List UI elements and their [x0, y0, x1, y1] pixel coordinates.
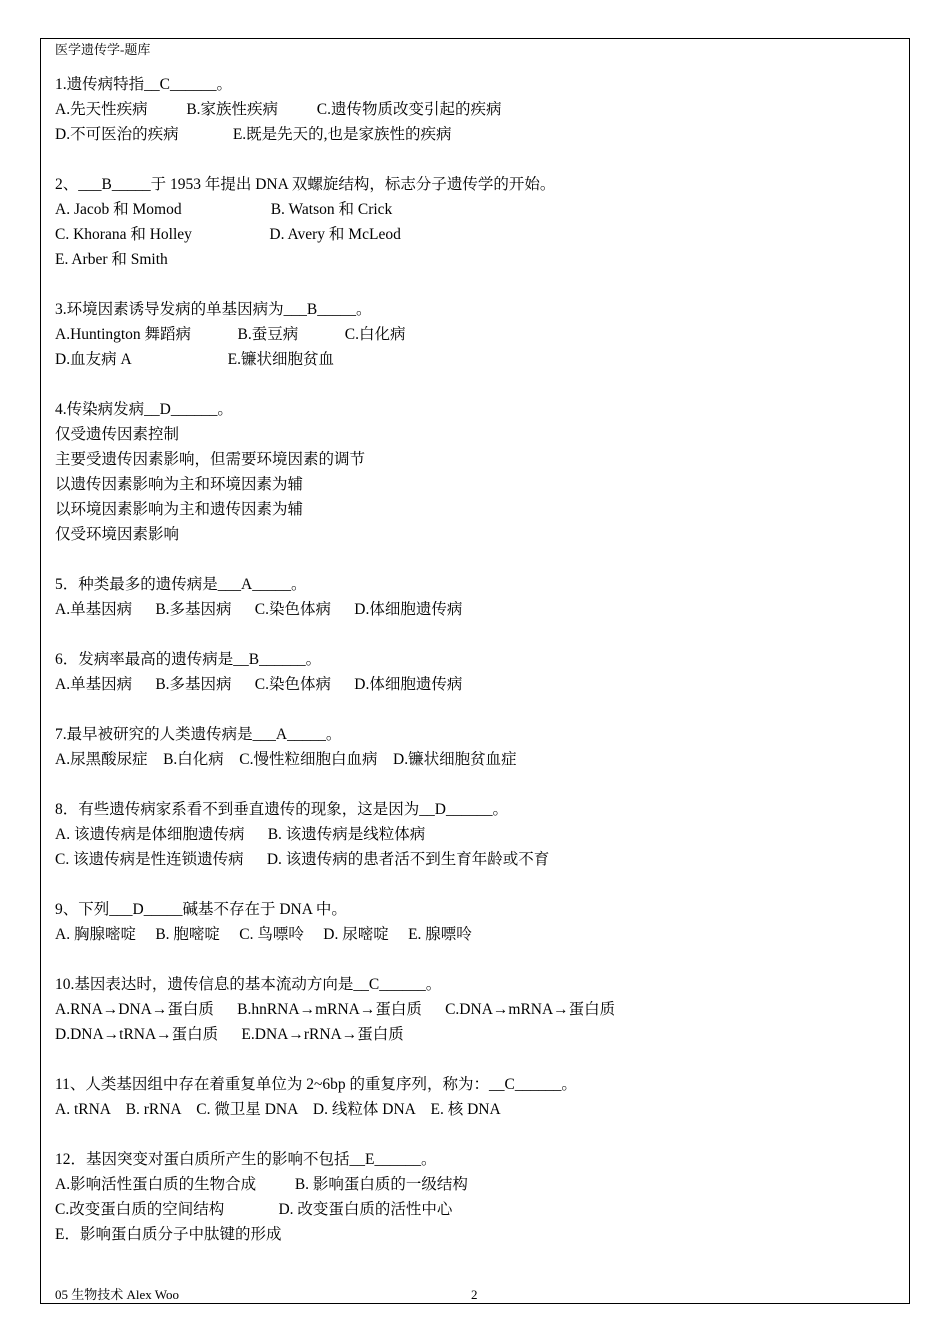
question-block	[55, 297, 895, 372]
question-stem: 8．有些遗传病家系看不到垂直遗传的现象，这是因为__D______。	[55, 801, 508, 818]
answer-option-line: A.单基因病 B.多基因病 C.染色体病 D.体细胞遗传病	[55, 601, 463, 618]
answer-option-line: 仅受环境因素影响	[55, 526, 180, 543]
answer-option-line: C. Khorana 和 Holley D. Avery 和 McLeod	[55, 226, 401, 243]
answer-option-line: D.血友病 A E.镰状细胞贫血	[55, 351, 335, 368]
answer-option-line: E．影响蛋白质分子中肽键的形成	[55, 1226, 282, 1243]
answer-option-line: A.单基因病 B.多基因病 C.染色体病 D.体细胞遗传病	[55, 676, 463, 693]
question-stem: 4.传染病发病__D______。	[55, 401, 233, 418]
answer-option-line: A. 该遗传病是体细胞遗传病 B. 该遗传病是线粒体病	[55, 826, 426, 843]
question-stem: 1.遗传病特指__C______。	[55, 76, 232, 93]
answer-option-line: A.先天性疾病 B.家族性疾病 C.遗传物质改变引起的疾病	[55, 101, 502, 118]
question-stem: 10.基因表达时，遗传信息的基本流动方向是__C______。	[55, 976, 442, 993]
question-stem: 12．基因突变对蛋白质所产生的影响不包括__E______。	[55, 1151, 437, 1168]
answer-option-line: A. Jacob 和 Momod B. Watson 和 Crick	[55, 201, 393, 218]
answer-option-line: 以遗传因素影响为主和环境因素为辅	[55, 476, 304, 493]
answer-option-line: A.影响活性蛋白质的生物合成 B. 影响蛋白质的一级结构	[55, 1176, 468, 1193]
answer-option-line: D.DNA→tRNA→蛋白质 E.DNA→rRNA→蛋白质	[55, 1026, 404, 1043]
question-block	[55, 172, 895, 272]
question-stem: 6．发病率最高的遗传病是__B______。	[55, 651, 322, 668]
question-stem: 11、人类基因组中存在着重复单位为 2~6bp 的重复序列，称为：__C______。	[55, 1076, 577, 1093]
question-block	[55, 72, 895, 147]
answer-option-line: 以环境因素影响为主和遗传因素为辅	[55, 501, 304, 518]
answer-option-line: A.Huntington 舞蹈病 B.蚕豆病 C.白化病	[55, 326, 406, 343]
answer-option-line: 仅受遗传因素控制	[55, 426, 180, 443]
question-block	[55, 397, 895, 547]
question-stem: 3.环境因素诱导发病的单基因病为___B_____。	[55, 301, 372, 318]
question-block	[55, 722, 895, 772]
answer-option-line: D.不可医治的疾病 E.既是先天的,也是家族性的疾病	[55, 126, 452, 143]
answer-option-line: 主要受遗传因素影响，但需要环境因素的调节	[55, 451, 366, 468]
page-number: 2	[471, 1287, 478, 1302]
question-stem: 5．种类最多的遗传病是___A_____。	[55, 576, 307, 593]
answer-option-line: C. 该遗传病是性连锁遗传病 D. 该遗传病的患者活不到生育年龄或不育	[55, 851, 550, 868]
answer-option-line: A.RNA→DNA→蛋白质 B.hnRNA→mRNA→蛋白质 C.DNA→mRNA→蛋白质	[55, 1001, 616, 1018]
question-block	[55, 1147, 895, 1247]
question-stem: 9、下列___D_____碱基不存在于 DNA 中。	[55, 901, 347, 918]
question-block	[55, 647, 895, 697]
footer-author: 05 生物技术 Alex Woo	[55, 1287, 180, 1302]
answer-option-line: A. tRNA B. rRNA C. 微卫星 DNA D. 线粒体 DNA E. 核 DNA	[55, 1101, 501, 1118]
question-stem: 7.最早被研究的人类遗传病是___A_____。	[55, 726, 342, 743]
answer-option-line: A.尿黑酸尿症 B.白化病 C.慢性粒细胞白血病 D.镰状细胞贫血症	[55, 751, 517, 768]
question-list	[55, 72, 895, 1272]
question-block	[55, 1072, 895, 1122]
question-stem: 2、___B_____于 1953 年提出 DNA 双螺旋结构，标志分子遗传学的开始。	[55, 176, 556, 193]
answer-option-line: E. Arber 和 Smith	[55, 251, 168, 268]
question-block	[55, 897, 895, 947]
answer-option-line: A. 胸腺嘧啶 B. 胞嘧啶 C. 鸟嘌呤 D. 尿嘧啶 E. 腺嘌呤	[55, 926, 472, 943]
answer-option-line: C.改变蛋白质的空间结构 D. 改变蛋白质的活性中心	[55, 1201, 453, 1218]
question-block	[55, 797, 895, 872]
question-block	[55, 972, 895, 1047]
page-header: 医学遗传学-题库	[55, 42, 151, 57]
question-block	[55, 572, 895, 622]
